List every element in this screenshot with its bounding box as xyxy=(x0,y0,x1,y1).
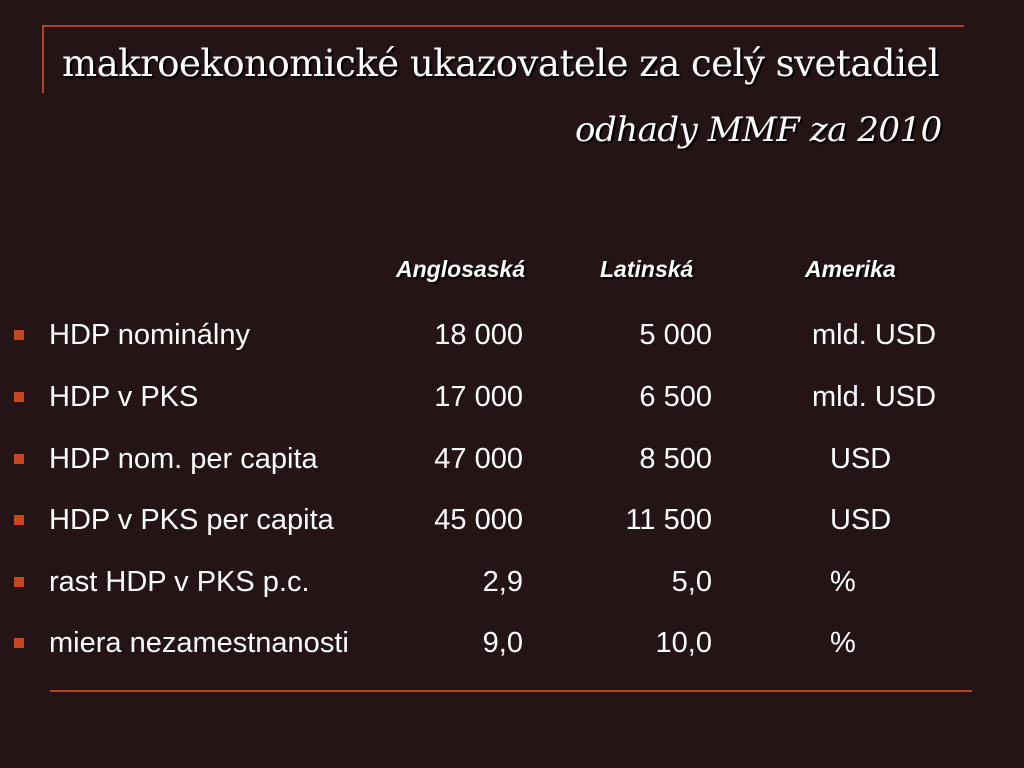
bottom-divider-line xyxy=(50,690,972,692)
value-anglosaska: 9,0 xyxy=(482,627,523,659)
value-latinska: 5,0 xyxy=(671,566,712,598)
value-anglosaska: 17 000 xyxy=(434,381,523,413)
row-label: rast HDP v PKS p.c. xyxy=(49,566,310,598)
column-header-latinska: Latinská xyxy=(600,256,694,282)
value-latinska: 11 500 xyxy=(625,504,712,536)
square-bullet-icon xyxy=(14,515,24,525)
value-anglosaska: 2,9 xyxy=(482,566,523,598)
square-bullet-icon xyxy=(14,638,24,648)
square-bullet-icon xyxy=(14,330,24,340)
row-label: HDP v PKS per capita xyxy=(49,504,334,536)
table-row xyxy=(0,500,1024,544)
value-latinska: 10,0 xyxy=(655,627,712,659)
unit: mld. USD xyxy=(812,381,937,413)
square-bullet-icon xyxy=(14,392,24,402)
row-label: HDP v PKS xyxy=(49,381,199,413)
value-anglosaska: 45 000 xyxy=(434,504,523,536)
square-bullet-icon xyxy=(14,577,24,587)
unit: USD xyxy=(830,443,892,475)
slide-subtitle: odhady MMF za 2010 xyxy=(575,110,942,150)
column-header-anglosaska: Anglosaská xyxy=(396,256,526,282)
row-label: HDP nominálny xyxy=(49,319,250,351)
table-row xyxy=(0,315,1024,359)
row-label: HDP nom. per capita xyxy=(49,443,318,475)
row-label: miera nezamestnanosti xyxy=(49,627,349,659)
value-anglosaska: 47 000 xyxy=(434,443,523,475)
square-bullet-icon xyxy=(14,454,24,464)
table-row xyxy=(0,377,1024,421)
slide-title: makroekonomické ukazovatele za celý svetadiel xyxy=(62,42,940,85)
unit: % xyxy=(830,566,856,598)
unit: % xyxy=(830,627,856,659)
value-latinska: 6 500 xyxy=(639,381,712,413)
value-latinska: 8 500 xyxy=(639,443,712,475)
table-row xyxy=(0,623,1024,667)
value-anglosaska: 18 000 xyxy=(434,319,523,351)
table-row xyxy=(0,562,1024,606)
column-header-amerika: Amerika xyxy=(805,256,896,282)
unit: USD xyxy=(830,504,892,536)
value-latinska: 5 000 xyxy=(639,319,712,351)
left-accent-line xyxy=(42,25,44,93)
table-row xyxy=(0,439,1024,483)
top-divider-line xyxy=(42,25,964,27)
unit: mld. USD xyxy=(812,319,937,351)
